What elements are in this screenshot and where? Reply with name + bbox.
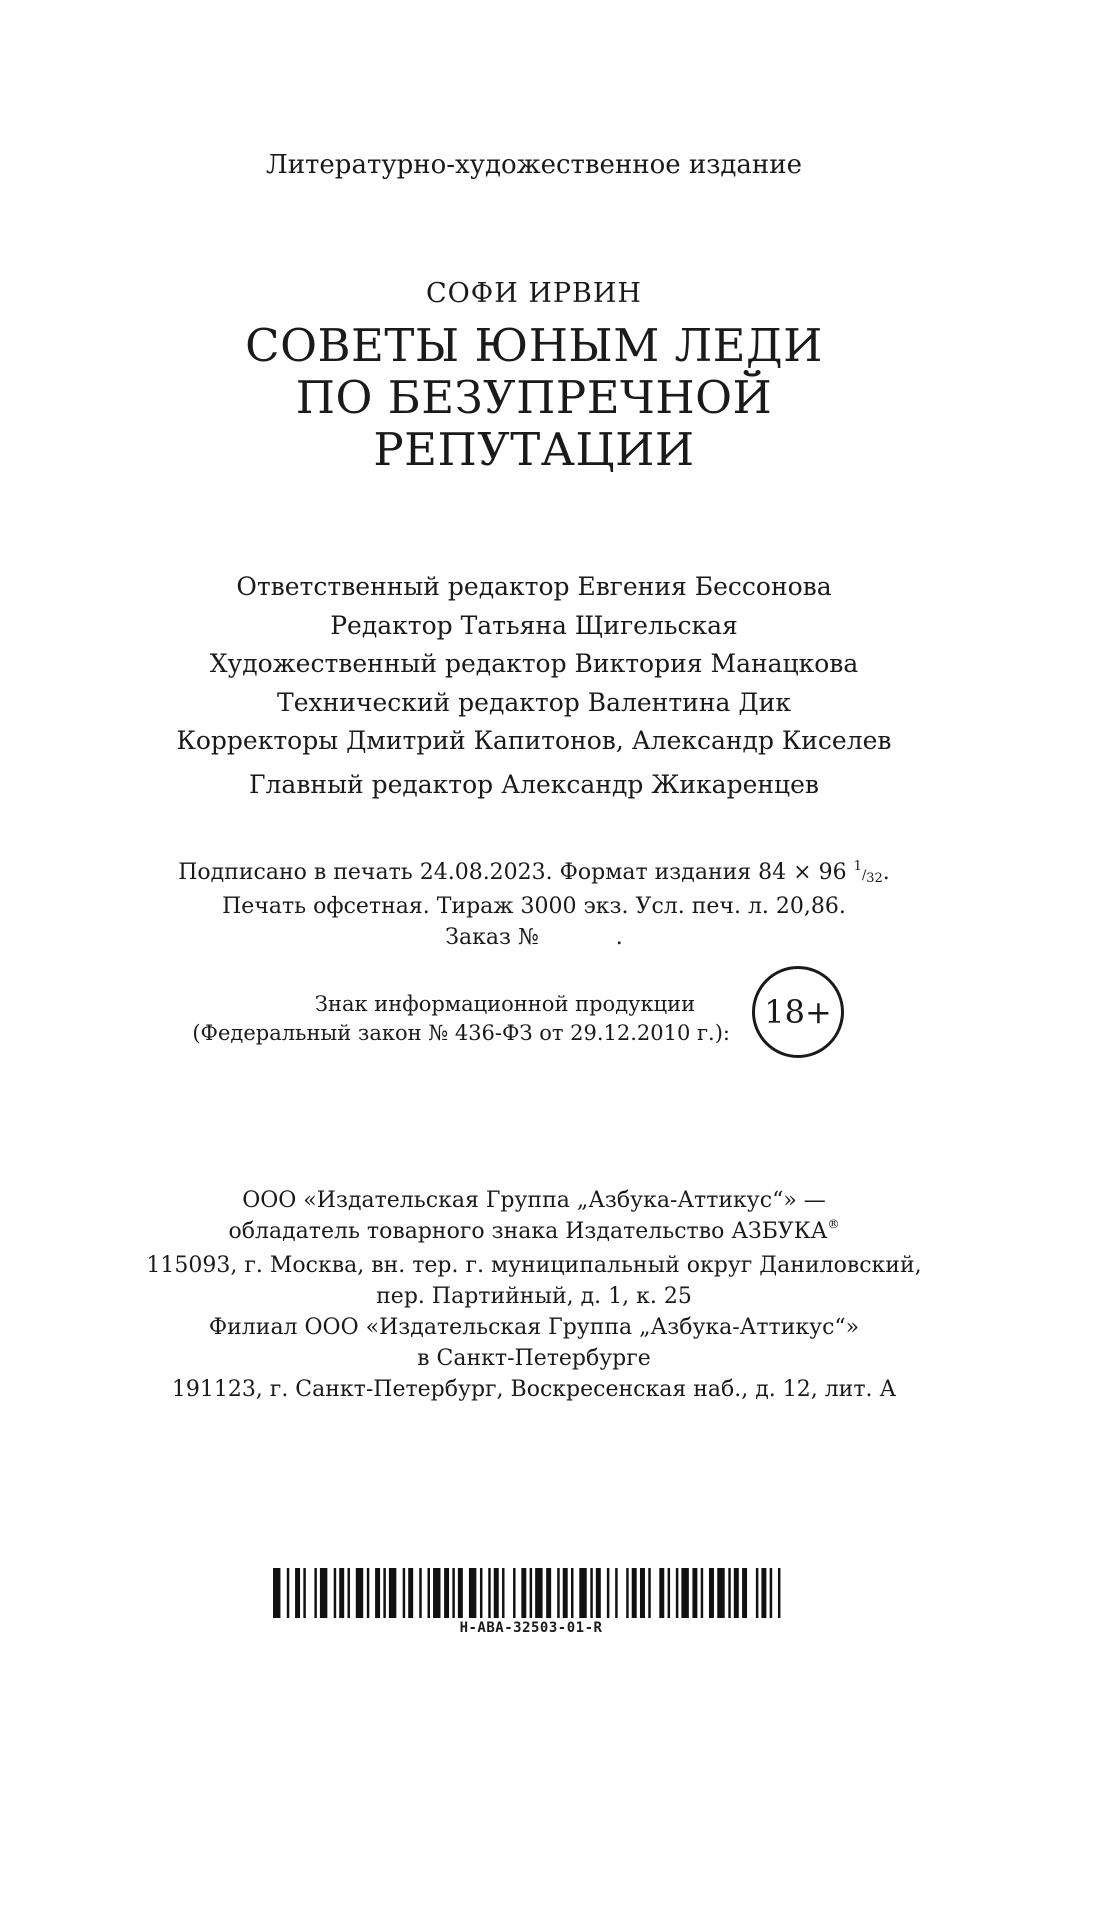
publisher-line-1: ООО «Издательская Группа „Азбука-Аттикус“» — — [242, 1188, 826, 1213]
publisher-line-4: пер. Партийный, д. 1, к. 25 — [376, 1284, 692, 1309]
barcode-bar — [615, 1568, 617, 1618]
barcode-bar — [596, 1568, 601, 1618]
barcode-bar — [480, 1568, 482, 1618]
chief-editor-text: Главный редактор Александр Жикаренцев — [249, 770, 819, 799]
age-rating-badge — [752, 966, 844, 1058]
barcode-bar — [546, 1568, 551, 1618]
title-line: ПО БЕЗУПРЕЧНОЙ — [295, 371, 773, 424]
barcode-bar — [314, 1568, 316, 1618]
title-line: РЕПУТАЦИИ — [373, 423, 695, 476]
barcode-code: H-ABA-32503-01-R — [459, 1620, 603, 1636]
barcode-bar — [375, 1568, 380, 1618]
barcode-bar — [626, 1568, 628, 1618]
barcode-bar — [607, 1568, 609, 1618]
barcode-bar — [488, 1568, 490, 1618]
print-format-text: Подписано в печать 24.08.2023. Формат издания 84 × 96 — [178, 860, 847, 885]
print-info-line-3: Заказ № . — [445, 925, 623, 950]
barcode-bar — [557, 1568, 559, 1618]
barcode-bar — [770, 1568, 772, 1618]
branch-info — [0, 1312, 1068, 1405]
publisher-info — [0, 1185, 1068, 1312]
barcode-bar — [701, 1568, 703, 1618]
barcode-bar — [676, 1568, 678, 1618]
barcode-bar — [502, 1568, 504, 1618]
barcode-bar — [778, 1568, 780, 1618]
barcode-bar — [444, 1568, 449, 1618]
credit-line: Художественный редактор Виктория Манацкова — [209, 649, 859, 678]
barcode-bar — [458, 1568, 463, 1618]
barcode-bar — [273, 1568, 280, 1618]
credit-line: Редактор Татьяна Щигельская — [330, 610, 738, 640]
barcode-bar — [632, 1568, 637, 1618]
author-name — [0, 278, 1068, 309]
barcode-bar — [535, 1568, 542, 1618]
barcode-bar — [571, 1568, 573, 1618]
publisher-line-3: 115093, г. Москва, вн. тер. г. муниципальный округ Даниловский, — [146, 1253, 922, 1278]
barcode-bar — [348, 1568, 350, 1618]
fraction-numerator: 1 — [853, 859, 862, 874]
barcode-bar — [433, 1568, 440, 1618]
barcode-bar — [303, 1568, 305, 1618]
barcode-bar — [530, 1568, 532, 1618]
barcode-bar — [590, 1568, 592, 1618]
barcode-bar — [339, 1568, 344, 1618]
barcode-bar — [419, 1568, 421, 1618]
barcode-bar — [428, 1568, 430, 1618]
barcode-bar — [681, 1568, 688, 1618]
credit-line: Технический редактор Валентина Дик — [277, 687, 791, 717]
barcode-bar — [761, 1568, 766, 1618]
barcode-bar — [668, 1568, 670, 1618]
barcode-bar — [734, 1568, 739, 1618]
branch-line-1: Филиал ООО «Издательская Группа „Азбука-Аттикус“» — [208, 1315, 860, 1340]
author-text: СОФИ ИРВИН — [426, 278, 642, 309]
barcode-bar — [709, 1568, 714, 1618]
rating-label-line-1: Знак информационной продукции — [314, 992, 696, 1016]
publisher-line-2 — [0, 1216, 1068, 1250]
barcode-bar — [320, 1568, 327, 1618]
barcode-bar — [383, 1568, 385, 1618]
barcode-bar — [356, 1568, 363, 1618]
credit-line: Ответственный редактор Евгения Бессонова — [236, 572, 832, 601]
barcode-bar — [579, 1568, 586, 1618]
rating-label-line-2: (Федеральный закон № 436-ФЗ от 29.12.2010 г.): — [192, 1021, 730, 1045]
barcode-bar — [408, 1568, 413, 1618]
barcode-bar — [295, 1568, 300, 1618]
print-info — [0, 857, 1068, 953]
fraction-denominator: 32 — [866, 871, 883, 886]
age-rating-text: 18+ — [764, 993, 832, 1031]
book-title — [0, 320, 1068, 476]
branch-line-3: 191123, г. Санкт-Петербург, Воскресенская наб., д. 12, лит. А — [171, 1377, 897, 1402]
barcode-bar — [513, 1568, 515, 1618]
edition-type-text: Литературно-художественное издание — [266, 150, 802, 180]
print-line-end: . — [882, 860, 890, 885]
barcode-bar — [756, 1568, 758, 1618]
barcode-bar — [640, 1568, 645, 1618]
barcode — [273, 1568, 789, 1618]
barcode-bar — [334, 1568, 336, 1618]
fraction-separator: / — [861, 868, 867, 883]
barcode-bar — [742, 1568, 747, 1618]
print-info-line-2: Печать офсетная. Тираж 3000 экз. Усл. печ. л. 20,86. — [222, 894, 846, 919]
barcode-bar — [389, 1568, 396, 1618]
barcode-bar — [563, 1568, 568, 1618]
barcode-bar — [659, 1568, 664, 1618]
registered-mark: ® — [827, 1217, 840, 1231]
barcode-bar — [452, 1568, 454, 1618]
print-info-line-1 — [0, 857, 1068, 891]
chief-editor — [0, 770, 1068, 799]
edition-type — [0, 150, 1068, 180]
branch-line-2: в Санкт-Петербурге — [417, 1346, 651, 1371]
barcode-bar — [728, 1568, 730, 1618]
barcode-bar — [692, 1568, 697, 1618]
credit-line: Корректоры Дмитрий Капитонов, Александр Киселев — [176, 726, 892, 755]
barcode-bar — [521, 1568, 526, 1618]
barcode-bar — [367, 1568, 369, 1618]
rating-label — [190, 990, 730, 1048]
title-line: СОВЕТЫ ЮНЫМ ЛЕДИ — [245, 319, 823, 372]
barcode-bar — [403, 1568, 405, 1618]
barcode-bar — [287, 1568, 289, 1618]
barcode-bar — [648, 1568, 650, 1618]
barcode-bar — [494, 1568, 499, 1618]
barcode-bar — [717, 1568, 724, 1618]
credits-list — [0, 568, 1068, 761]
publisher-trademark-text: обладатель товарного знака Издательство АЗБУКА — [228, 1219, 828, 1244]
format-fraction — [853, 859, 883, 886]
barcode-bar — [469, 1568, 476, 1618]
